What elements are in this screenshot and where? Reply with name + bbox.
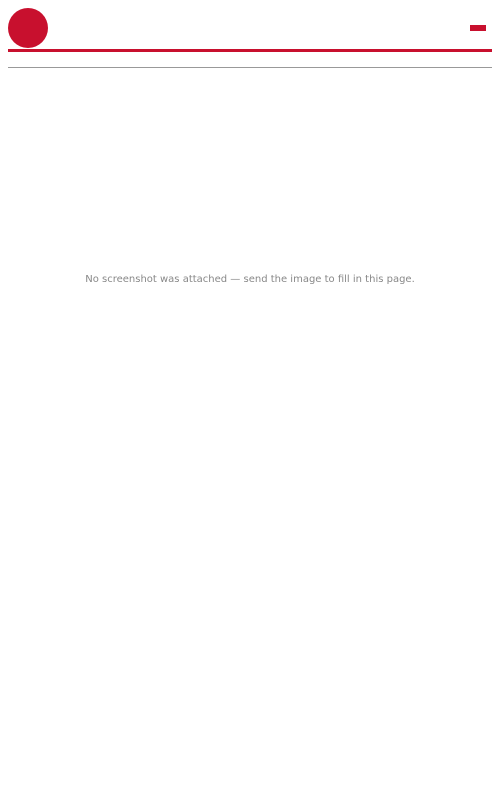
story-columns (8, 68, 492, 708)
masthead (8, 6, 492, 52)
lead-story (8, 52, 492, 68)
section-label (470, 25, 486, 31)
paper-logo (8, 8, 48, 48)
missing-image-note: No screenshot was attached — send the image to fill in this page. (85, 274, 415, 285)
